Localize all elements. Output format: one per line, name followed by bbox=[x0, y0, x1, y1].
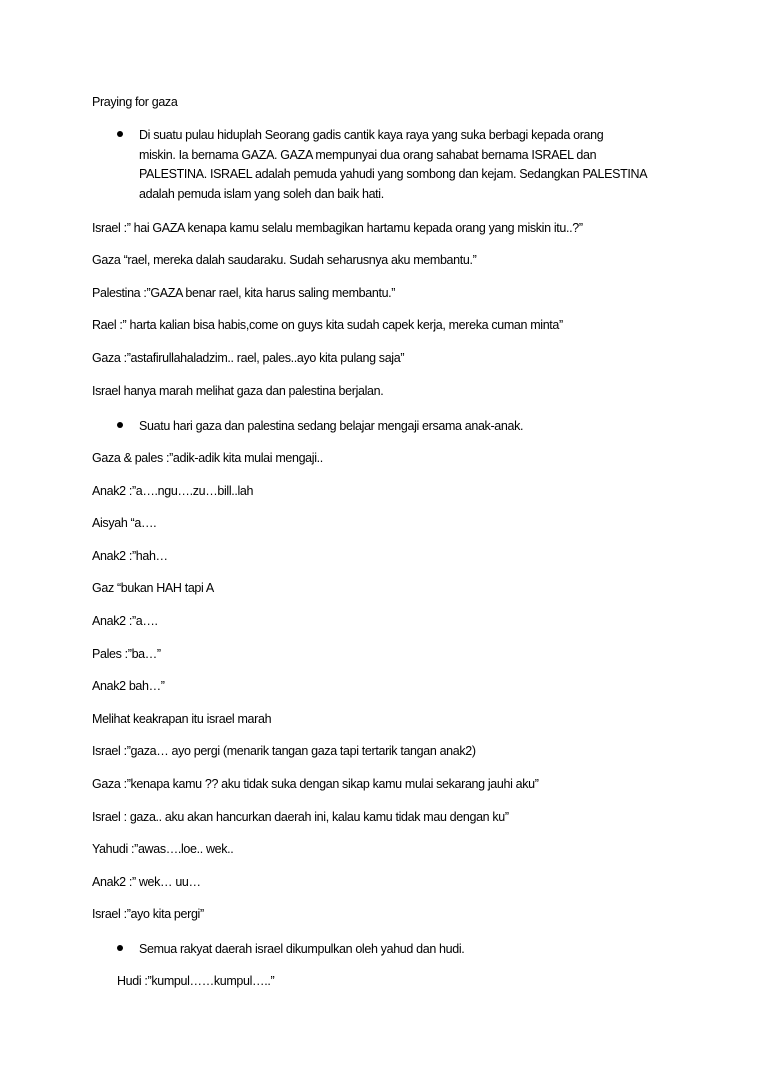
bullet-icon bbox=[117, 945, 123, 951]
paragraph: Pales :”ba…” bbox=[92, 647, 161, 661]
bullet-text-2 bbox=[139, 417, 523, 437]
document-title: Praying for gaza bbox=[92, 95, 178, 109]
paragraph: Israel hanya marah melihat gaza dan palestina berjalan. bbox=[92, 384, 384, 398]
bullet-line: miskin. Ia bernama GAZA. GAZA mempunyai dua orang sahabat bernama ISRAEL dan bbox=[139, 147, 597, 162]
paragraph: Anak2 :”a….ngu….zu…bill..lah bbox=[92, 484, 254, 498]
paragraph: Gaza “rael, mereka dalah saudaraku. Sudah seharusnya aku membantu.” bbox=[92, 253, 477, 267]
bullet-line: adalah pemuda islam yang soleh dan baik hati. bbox=[139, 186, 384, 201]
bullet-line: Semua rakyat daerah israel dikumpulkan oleh yahud dan hudi. bbox=[139, 942, 465, 956]
bullet-line: Suatu hari gaza dan palestina sedang belajar mengaji ersama anak-anak. bbox=[139, 419, 524, 433]
paragraph: Anak2 bah…” bbox=[92, 679, 165, 693]
paragraph: Anak2 :”a…. bbox=[92, 614, 158, 628]
bullet-text-3 bbox=[139, 940, 464, 960]
paragraph: Gaz “bukan HAH tapi A bbox=[92, 581, 214, 595]
paragraph: Gaza :”kenapa kamu ?? aku tidak suka dengan sikap kamu mulai sekarang jauhi aku” bbox=[92, 777, 539, 791]
paragraph: Aisyah “a…. bbox=[92, 516, 157, 530]
paragraph: Palestina :”GAZA benar rael, kita harus saling membantu.” bbox=[92, 286, 396, 300]
paragraph: Anak2 :”hah… bbox=[92, 549, 168, 563]
paragraph: Israel : gaza.. aku akan hancurkan daerah ini, kalau kamu tidak mau dengan ku” bbox=[92, 810, 509, 824]
bullet-line: Di suatu pulau hiduplah Seorang gadis cantik kaya raya yang suka berbagi kepada orang bbox=[139, 128, 604, 142]
bullet-text-1 bbox=[139, 126, 647, 204]
paragraph: Anak2 :” wek… uu… bbox=[92, 875, 201, 889]
paragraph: Gaza :”astafirullahaladzim.. rael, pales..ayo kita pulang saja” bbox=[92, 351, 405, 365]
bullet-line: PALESTINA. ISRAEL adalah pemuda yahudi yang sombong dan kejam. Sedangkan PALESTINA bbox=[139, 167, 648, 181]
paragraph: Israel :”ayo kita pergi” bbox=[92, 907, 204, 921]
paragraph: Gaza & pales :”adik-adik kita mulai mengaji.. bbox=[92, 451, 323, 465]
bullet-icon bbox=[117, 131, 123, 137]
bullet-icon bbox=[117, 422, 123, 428]
paragraph: Yahudi :”awas….loe.. wek.. bbox=[92, 842, 234, 856]
paragraph: Hudi :”kumpul……kumpul…..” bbox=[117, 974, 275, 988]
paragraph: Israel :”gaza… ayo pergi (menarik tangan gaza tapi tertarik tangan anak2) bbox=[92, 744, 476, 758]
paragraph: Israel :” hai GAZA kenapa kamu selalu membagikan hartamu kepada orang yang miskin itu..?” bbox=[92, 221, 583, 235]
paragraph: Rael :” harta kalian bisa habis,come on guys kita sudah capek kerja, mereka cuman minta” bbox=[92, 318, 563, 332]
paragraph: Melihat keakrapan itu israel marah bbox=[92, 712, 272, 726]
